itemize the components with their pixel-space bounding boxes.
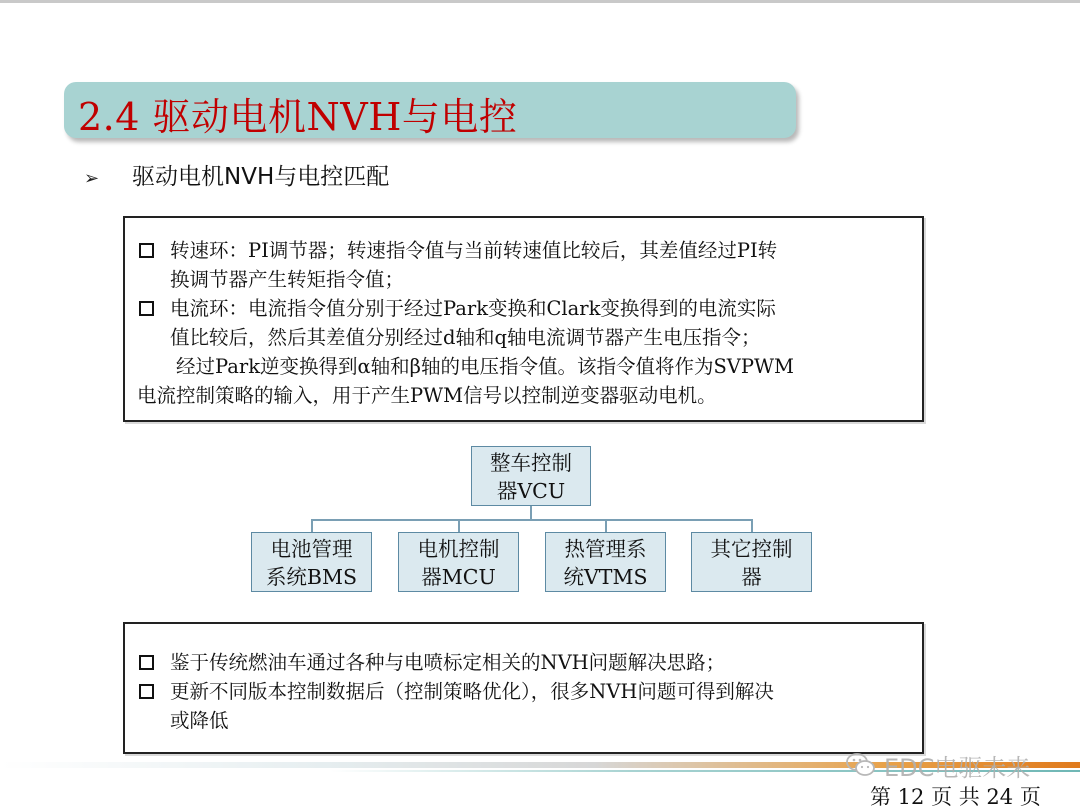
square-bullet-icon <box>139 301 154 316</box>
current-loop-line1: 电流环：电流指令值分别于经过Park变换和Clark变换得到的电流实际 <box>170 297 776 320</box>
nvh-item-1 <box>137 648 910 677</box>
node-other-line1: 其它控制 <box>710 537 793 561</box>
wechat-icon <box>846 752 876 778</box>
node-vtms-line2: 统VTMS <box>563 565 648 589</box>
node-other-line2: 器 <box>741 565 762 589</box>
slide-title: 2.4 驱动电机NVH与电控 <box>78 95 518 139</box>
park-inverse-line1: 经过Park逆变换得到α轴和β轴的电压指令值。该指令值将作为SVPWM <box>176 355 795 378</box>
speed-loop-item <box>137 236 910 294</box>
node-vtms-line1: 热管理系 <box>564 537 647 561</box>
subtitle-bullet <box>84 158 389 191</box>
node-bms-line2: 系统BMS <box>265 565 358 589</box>
park-inverse-line2: 电流控制策略的输入，用于产生PWM信号以控制逆变器驱动电机。 <box>137 384 717 407</box>
title-bar <box>64 82 796 138</box>
square-bullet-icon <box>139 655 154 670</box>
connector-root-down <box>530 506 532 520</box>
speed-loop-line1: 转速环：PI调节器；转速指令值与当前转速值比较后，其差值经过PI转 <box>170 239 778 262</box>
top-rule <box>0 0 1080 3</box>
node-vcu-line1: 整车控制 <box>490 451 572 475</box>
nvh-approach-box <box>123 622 924 754</box>
node-vtms <box>545 532 666 592</box>
nvh-item-1-text: 鉴于传统燃油车通过各种与电喷标定相关的NVH问题解决思路； <box>170 651 726 674</box>
page-number: 第 12 页 共 24 页 <box>870 785 1041 809</box>
nvh-item-2 <box>137 677 910 735</box>
control-loop-box <box>123 216 924 422</box>
node-mcu <box>398 532 519 592</box>
current-loop-item <box>137 294 910 352</box>
connector-vtms <box>605 519 607 532</box>
speed-loop-line2: 换调节器产生转矩指令值； <box>170 268 405 291</box>
nvh-item-2-line2: 或降低 <box>170 709 229 732</box>
connector-horizontal <box>311 519 752 521</box>
node-bms-line1: 电池管理 <box>270 537 353 561</box>
watermark-text: EDC电驱未来 <box>884 754 1031 782</box>
current-loop-line2: 值比较后，然后其差值分别经过d轴和q轴电流调节器产生电压指令； <box>170 326 761 349</box>
arrowhead-bullet-icon: ➢ <box>84 168 100 189</box>
node-mcu-line1: 电机控制 <box>417 537 500 561</box>
connector-mcu <box>458 519 460 532</box>
square-bullet-icon <box>139 684 154 699</box>
connector-other <box>751 519 753 532</box>
node-vcu <box>471 446 591 506</box>
node-bms <box>251 532 372 592</box>
subtitle-text: 驱动电机NVH与电控匹配 <box>132 164 390 190</box>
nvh-item-2-line1: 更新不同版本控制数据后（控制策略优化），很多NVH问题可得到解决 <box>170 680 774 703</box>
node-mcu-line2: 器MCU <box>421 565 496 589</box>
connector-bms <box>311 519 313 532</box>
square-bullet-icon <box>139 243 154 258</box>
node-other-controllers <box>691 532 812 592</box>
node-vcu-line2: 器VCU <box>496 479 566 503</box>
